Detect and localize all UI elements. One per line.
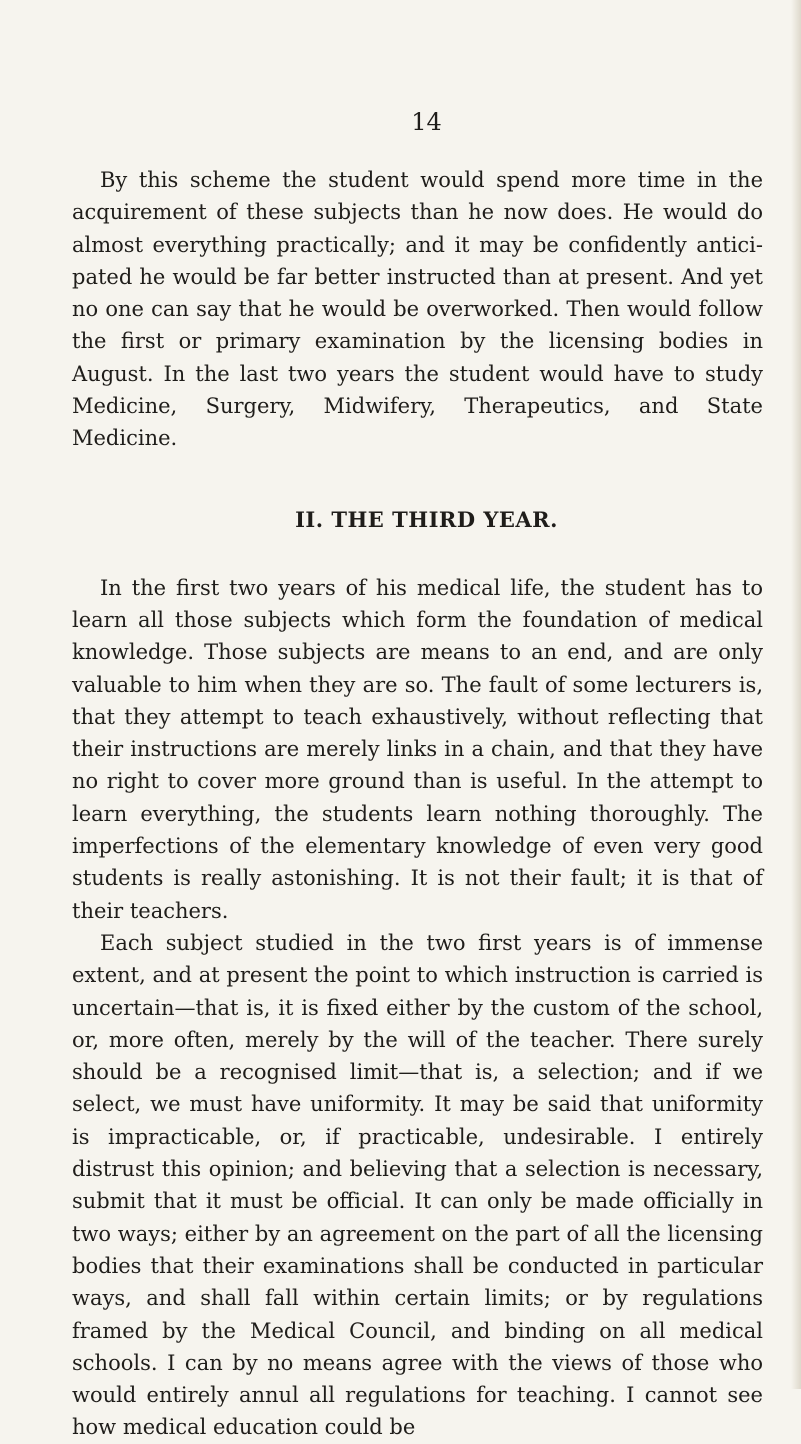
paragraph-scheme: By this scheme the student would spend more time in the acquirement of these subjects than he now does. He would do almost everything practically; and it may be confidently antici-pated he would be far better instructed than at present. And yet no one can say that he would be overworked. Then would follow the first or primary examination by the licensing bodies in August. In the last two years the student would have to study Medicine, Surgery, Midwifery, Therapeutics, and State Medicine.: [72, 168, 763, 451]
paragraph-each-subject: Each subject studied in the two first years is of immense extent, and at present the point to which instruction is carried is uncertain—that is, it is fixed either by the custom of the school, or, more often, merely by the will of the teacher. There surely should be a recognised limit—that is, a selection; and if we select, we must have uniformity. It may be said that uniformity is impracticable, or, if practicable, undesirable. I entirely distrust this opinion; and believing that a selection is necessary, submit that it must be official. It can only be made officially in two ways; either by an agreement on the part of all the licensing bodies that their examinations shall be conducted in particular ways, and shall fall within certain limits; or by regulations framed by the Medical Council, and binding on all medical schools. I can by no means agree with the views of those who would entirely annul all regulations for teaching. I cannot see how medical education could be: [72, 930, 763, 1440]
scan-edge-shadow: [791, 0, 801, 1389]
section-heading: II. THE THIRD YEAR.: [295, 506, 558, 532]
paragraph-first-two-years: In the first two years of his medical life, the student has to learn all those subjects which form the foundation of medical knowledge. Those subjects are means to an end, and are only valuable to him when they are so. The fault of some lecturers is, that they attempt to teach exhaustively, without reflecting that their instructions are merely links in a chain, and that they have no right to cover more ground than is useful. In the attempt to learn everything, the students learn nothing thoroughly. The imperfections of the elementary knowledge of even very good students is really astonishing. It is not their fault; it is that of their teachers.: [72, 575, 763, 923]
page-number: 14: [411, 108, 442, 136]
